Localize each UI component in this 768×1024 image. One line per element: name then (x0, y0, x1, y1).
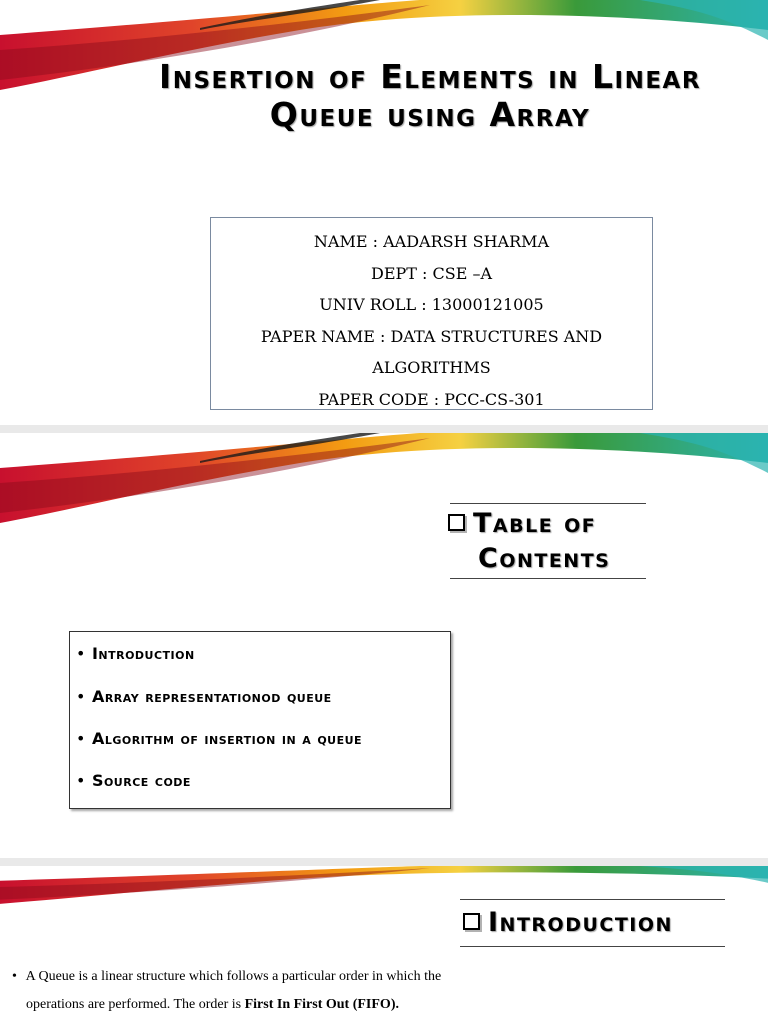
info-paper-code: PAPER CODE : PCC-CS-301 (318, 389, 545, 409)
toc-heading (448, 506, 658, 576)
info-paper-name: PAPER NAME : DATA STRUCTURES AND (260, 326, 603, 346)
info-name: NAME : AADARSH SHARMA (313, 232, 550, 251)
bullet-icon: • (12, 969, 17, 984)
decorative-swoosh (0, 866, 768, 906)
slide-1 (0, 0, 768, 425)
toc-item: • Algorithm of insertion in a queue (76, 729, 363, 748)
intro-fifo-bold: First In First Out (FIFO). (244, 997, 399, 1012)
toc-list-box (69, 631, 451, 809)
slide-separator (0, 858, 768, 866)
intro-bottom-rule (460, 946, 725, 947)
toc-top-rule (450, 503, 646, 504)
info-paper-name-cont: ALGORITHMS (372, 358, 491, 377)
toc-heading-line2: Contents (478, 543, 611, 574)
checkbox-square-icon (448, 514, 465, 531)
toc-item: • Source code (76, 771, 191, 790)
toc-item: • Introduction (76, 644, 195, 663)
toc-bottom-rule (450, 578, 646, 579)
intro-text-line2: operations are performed. The order is (26, 997, 245, 1012)
checkbox-square-icon (463, 913, 480, 930)
info-dept: DEPT : CSE –A (370, 263, 493, 283)
author-info-box (210, 217, 653, 410)
toc-heading-line1: Table of (473, 508, 597, 539)
info-univ-roll: UNIV ROLL : 13000121005 (319, 295, 544, 314)
intro-heading (463, 906, 733, 940)
intro-bullet (12, 963, 752, 1019)
intro-heading-text: Introduction (488, 907, 673, 938)
toc-item: • Array representationod queue (76, 687, 332, 706)
intro-top-rule (460, 899, 725, 900)
slide-separator (0, 425, 768, 433)
slide-title: Insertion of Elements in Linear Queue using Array (158, 57, 702, 134)
intro-text-line1: A Queue is a linear structure which follows a particular order in which the (25, 969, 442, 984)
